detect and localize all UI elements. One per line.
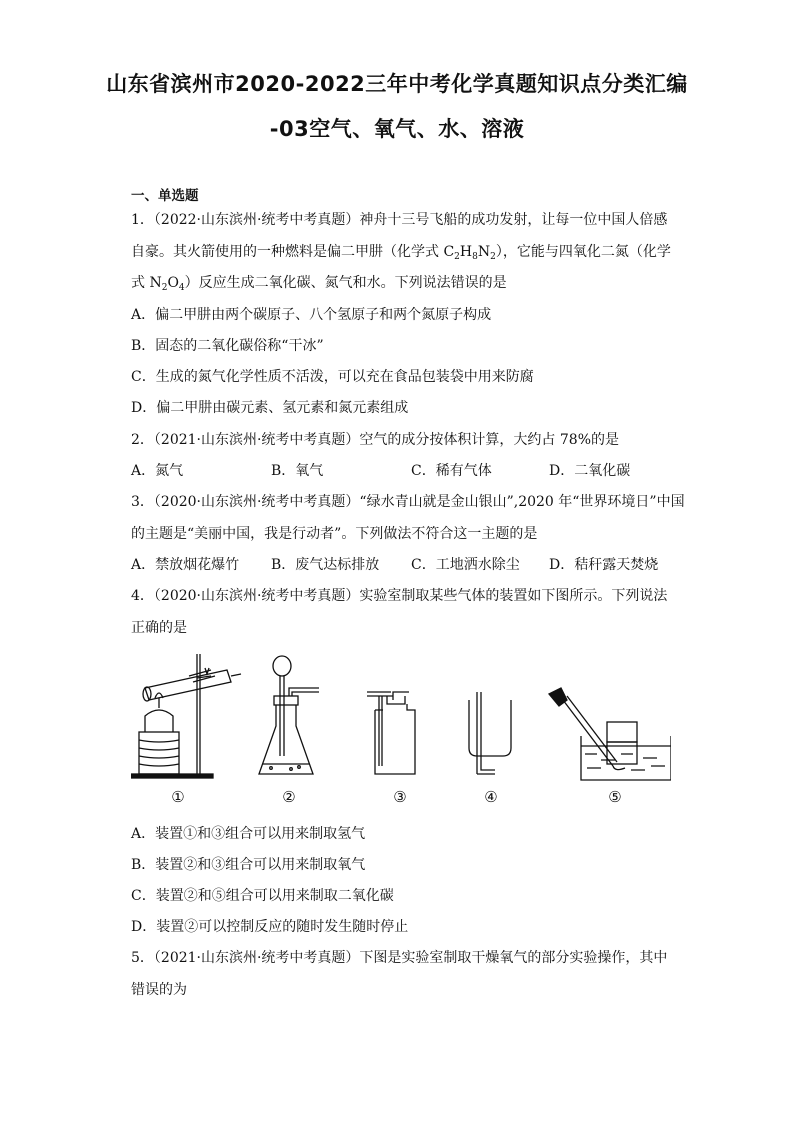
q5-line1: 5．（2021·山东滨州·统考中考真题）下图是实验室制取干燥氧气的部分实验操作，其中: [131, 950, 668, 966]
q1-option-b: B．固态的二氧化碳俗称“干冰”: [131, 338, 324, 354]
q3-option-a: A．禁放烟花爆竹: [131, 557, 240, 573]
apparatus-figure: [131, 648, 671, 813]
apparatus-5-water-trough: [549, 688, 671, 780]
apparatus-4-inverted-bottle: [469, 692, 511, 774]
q2-line1: 2．（2021·山东滨州·统考中考真题）空气的成分按体积计算，大约占 78%的是: [131, 432, 620, 448]
caption-apparatus-4: ④: [484, 788, 498, 806]
caption-apparatus-1: ①: [171, 788, 185, 806]
apparatus-3-bottle: [367, 692, 415, 774]
q3-option-b: B．废气达标排放: [271, 557, 380, 573]
section-heading: 一、单选题: [131, 188, 199, 204]
apparatus-1-heating: [131, 654, 241, 778]
q2-option-a: A．氮气: [131, 463, 184, 479]
caption-apparatus-5: ⑤: [608, 788, 622, 806]
q1-line1: 1．（2022·山东滨州·统考中考真题）神舟十三号飞船的成功发射，让每一位中国人倍感: [131, 212, 668, 228]
q4-option-b: B．装置②和③组合可以用来制取氧气: [131, 857, 366, 873]
q1-option-c: C．生成的氮气化学性质不活泼，可以充在食品包装袋中用来防腐: [131, 369, 534, 385]
q2-option-d: D．二氧化碳: [549, 463, 631, 479]
q1-option-a: A．偏二甲肼由两个碳原子、八个氢原子和两个氮原子构成: [131, 307, 492, 323]
q2-option-c: C．稀有气体: [411, 463, 492, 479]
q4-option-c: C．装置②和⑤组合可以用来制取二氧化碳: [131, 888, 394, 904]
q1-line2: 自豪。其火箭使用的一种燃料是偏二甲肼（化学式 $C_2H_8N_2$），它能与四氧化二氮（化学: [131, 244, 671, 262]
document-title: 山东省滨州市2020-2022三年中考化学真题知识点分类汇编: [106, 72, 688, 96]
q4-line2: 正确的是: [131, 620, 187, 636]
document-subtitle: -03空气、氧气、水、溶液: [269, 117, 525, 141]
q3-line1: 3．（2020·山东滨州·统考中考真题）“绿水青山就是金山银山”,2020 年“世界环境日”中国: [131, 494, 685, 510]
q2-option-b: B．氧气: [271, 463, 324, 479]
caption-apparatus-2: ②: [282, 788, 296, 806]
q1-line3: 式 $N_2O_4$）反应生成二氧化碳、氮气和水。下列说法错误的是: [131, 275, 507, 293]
q3-option-d: D．秸秆露天焚烧: [549, 557, 659, 573]
q1-option-d: D．偏二甲肼由碳元素、氢元素和氮元素组成: [131, 400, 409, 416]
apparatus-2-flask: [259, 656, 319, 774]
q4-option-d: D．装置②可以控制反应的随时发生随时停止: [131, 919, 409, 935]
q3-option-c: C．工地洒水除尘: [411, 557, 520, 573]
q5-line2: 错误的为: [131, 982, 187, 998]
q4-option-a: A．装置①和③组合可以用来制取氢气: [131, 826, 366, 842]
caption-apparatus-3: ③: [393, 788, 407, 806]
q4-line1: 4．（2020·山东滨州·统考中考真题）实验室制取某些气体的装置如下图所示。下列说法: [131, 588, 668, 604]
q3-line2: 的主题是“美丽中国，我是行动者”。下列做法不符合这一主题的是: [131, 526, 538, 542]
